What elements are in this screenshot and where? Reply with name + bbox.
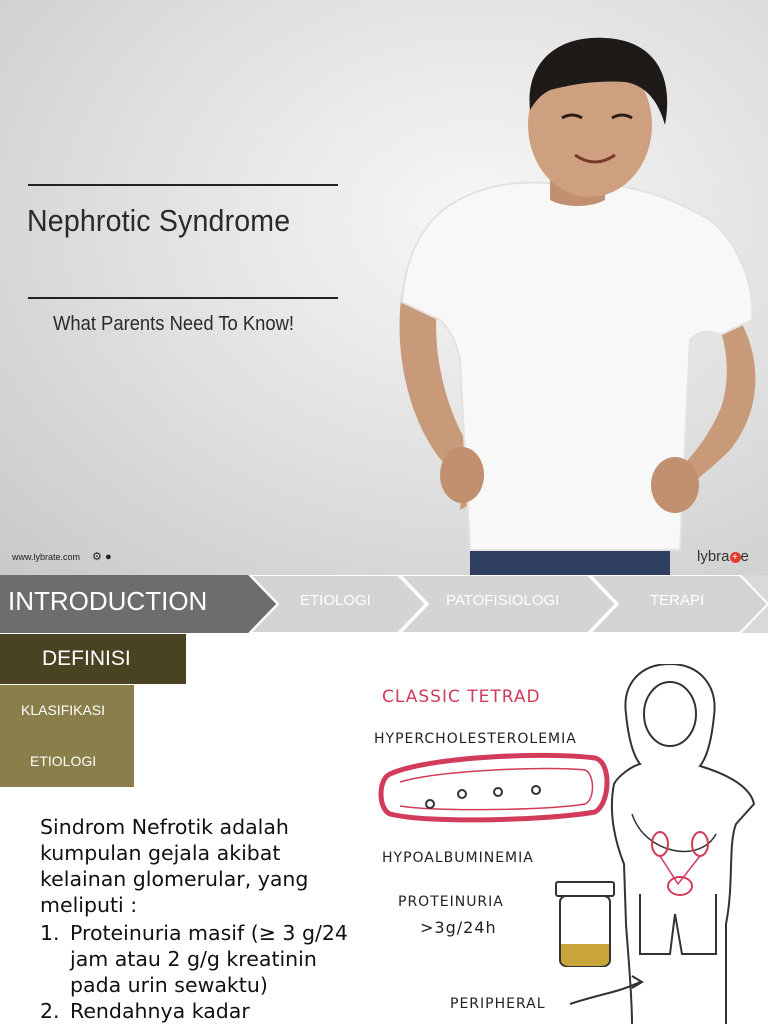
brand-text-left: lybra	[697, 548, 730, 565]
title-rule-bottom	[28, 297, 338, 299]
label-hypoalbuminemia: HYPOALBUMINEMIA	[382, 850, 534, 866]
label-peripheral: PERIPHERAL	[450, 996, 546, 1012]
label-proteinuria-value: >3g/24h	[420, 918, 497, 937]
criteria-list	[40, 920, 360, 1024]
brand-logo	[697, 548, 749, 565]
list-item	[40, 998, 360, 1024]
app-store-icons[interactable]	[92, 550, 112, 563]
menu-item-klasifikasi[interactable]: KLASIFIKASI	[0, 685, 134, 736]
list-item	[40, 920, 360, 998]
label-classic-tetrad: CLASSIC TETRAD	[382, 687, 541, 707]
boy-photo	[390, 30, 768, 575]
menu-item-definisi[interactable]: DEFINISI	[0, 634, 186, 684]
tab-patofisiologi[interactable]: PATOFISIOLOGI	[446, 592, 560, 609]
list-number: 1.	[40, 921, 60, 945]
tab-introduction[interactable]: INTRODUCTION	[8, 586, 208, 616]
brand-plus-icon: +	[730, 552, 741, 563]
label-proteinuria: PROTEINURIA	[398, 894, 504, 910]
section-progress-bar	[0, 575, 768, 633]
classic-tetrad-drawing	[370, 664, 768, 1024]
brand-text-right: e	[740, 548, 749, 565]
tab-terapi[interactable]: TERAPI	[650, 592, 705, 609]
menu-item-etiologi[interactable]: ETIOLOGI	[0, 736, 134, 787]
definition-text	[40, 814, 360, 1024]
android-icon[interactable]: ⚙	[92, 551, 102, 563]
website-url[interactable]: www.lybrate.com	[12, 552, 81, 562]
list-text: Rendahnya kadar	[70, 999, 250, 1023]
title-rule-top	[28, 184, 338, 186]
hero-subtitle: What Parents Need To Know!	[53, 313, 295, 335]
definition-intro: Sindrom Nefrotik adalah kumpulan gejala akibat kelainan glomerular, yang meliputi :	[40, 815, 309, 917]
list-text: Proteinuria masif (≥ 3 g/24 jam atau 2 g/g kreatinin pada urin sewaktu)	[70, 921, 348, 997]
list-number: 2.	[40, 999, 60, 1023]
hero-title: Nephrotic Syndrome	[27, 203, 291, 238]
tab-etiologi[interactable]: ETIOLOGI	[300, 592, 371, 609]
label-hypercholesterolemia: HYPERCHOLESTEROLEMIA	[374, 731, 577, 747]
apple-icon[interactable]: ●	[104, 551, 112, 563]
